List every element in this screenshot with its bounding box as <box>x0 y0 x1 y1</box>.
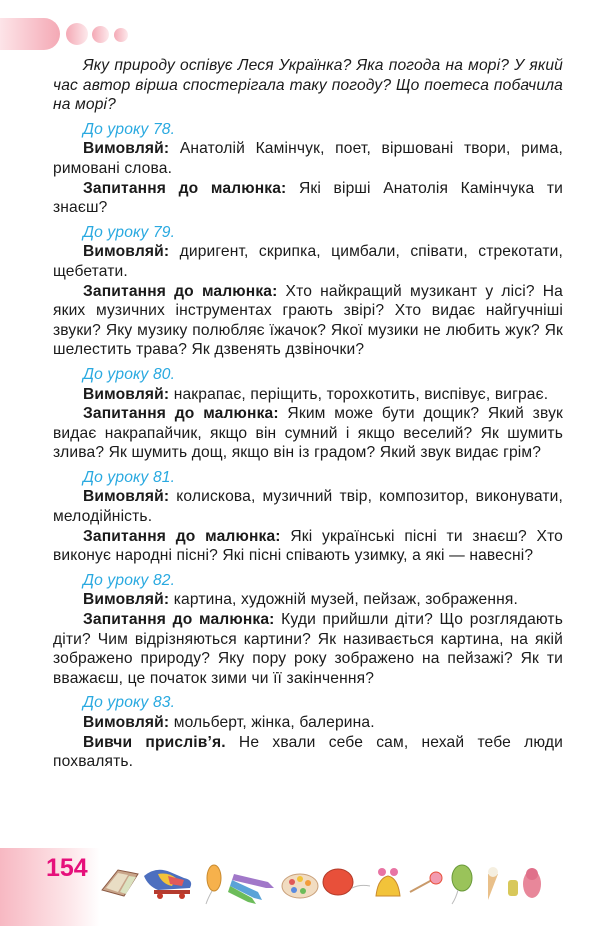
pencils-icon <box>228 874 274 904</box>
pronounce-text: Анатолій Камінчук, поет, віршовані твори, рима, римовані слова. <box>53 140 563 177</box>
proverb-paragraph <box>53 733 563 772</box>
picture-questions-paragraph <box>53 527 563 566</box>
pink-bar-decoration <box>0 18 60 50</box>
picture-questions-paragraph <box>53 282 563 360</box>
orange-balloon-icon <box>206 865 221 904</box>
pronounce-label: Вимовляй: <box>83 591 170 609</box>
footer-toy-strip <box>98 862 568 906</box>
picture-questions-paragraph <box>53 404 563 463</box>
pronounce-label: Вимовляй: <box>83 714 170 731</box>
pronounce-paragraph <box>53 139 563 178</box>
pronounce-text: накрапає, періщить, торохкотить, виспівує, виграє. <box>169 385 549 403</box>
picture-questions-text: Які українські пісні ти знаєш? Хто виконує народні пісні? Які пісні співають узимку, а які — навесні? <box>53 527 564 565</box>
lesson-heading: До уроку 79. <box>83 223 176 241</box>
intro-questions: Яку природу оспівує Леся Українка? Яка погода на морі? У який час автор вірша спостерігала таку погоду? Що поетеса побачила на морі? <box>53 57 563 114</box>
pronounce-text: колискова, музичний твір, композитор, виконувати, мелодійність. <box>53 488 563 526</box>
pronounce-paragraph <box>53 590 563 610</box>
header-decoration <box>0 18 140 52</box>
pronounce-paragraph <box>53 713 563 733</box>
picture-questions-text: Куди прийшли діти? Що розглядають діти? Чим відрізняються картини? Як називається картина, на якій зображено природу? Яку пору року зображено на пейзажі? Як ти вважаєш, це початок зими чи її закінчення? <box>53 611 563 687</box>
bell-icon <box>376 868 400 896</box>
pink-dot-decoration <box>114 28 128 42</box>
page-number: 154 <box>46 854 88 882</box>
pronounce-label: Вимовляй: <box>83 385 170 403</box>
pronounce-paragraph <box>53 385 563 405</box>
lesson-79 <box>53 223 563 360</box>
lesson-78 <box>53 120 563 218</box>
pronounce-label: Вимовляй: <box>83 243 170 261</box>
lesson-81 <box>53 468 563 566</box>
proverb-text: Не хвали себе сам, нехай тебе люди похвалять. <box>53 733 563 771</box>
green-balloon-icon <box>452 865 472 904</box>
book-icon <box>102 870 138 896</box>
proverb-label: Вивчи прислів’я. <box>83 733 226 751</box>
pronounce-label: Вимовляй: <box>83 488 170 506</box>
lesson-heading: До уроку 81. <box>83 468 176 486</box>
red-balloon-icon <box>323 869 370 895</box>
lesson-heading: До уроку 80. <box>83 365 176 383</box>
pink-dot-decoration <box>66 23 88 45</box>
picture-questions-paragraph <box>53 610 563 688</box>
picture-questions-label: Запитання до малюнка: <box>83 611 275 629</box>
lesson-heading: До уроку 78. <box>83 120 176 138</box>
rattle-icon <box>410 872 442 892</box>
pronounce-text: картина, художній музей, пейзаж, зображення. <box>169 591 518 609</box>
page-content <box>53 56 563 772</box>
ice-cream-icon <box>488 867 498 900</box>
picture-questions-label: Запитання до малюнка: <box>83 282 278 300</box>
picture-questions-label: Запитання до малюнка: <box>83 527 281 545</box>
pronounce-paragraph <box>53 487 563 526</box>
pronounce-text: диригент, скрипка, цимбали, співати, стрекотати, щебетати. <box>53 243 563 280</box>
lesson-82 <box>53 571 563 689</box>
picture-questions-paragraph <box>53 179 563 218</box>
lesson-80 <box>53 365 563 463</box>
lesson-heading: До уроку 83. <box>83 694 176 712</box>
lesson-heading: До уроку 82. <box>83 571 176 589</box>
picture-questions-label: Запитання до малюнка: <box>83 179 287 197</box>
picture-questions-text: Хто найкращий музикант у лісі? На яких музичних інструментах грають звірі? Хто видає найгучніші звуки? Яку музику полюбляє їжачок? Якої музики не любить жук? Як шелестить трава? Як дзвенять дзвіночки? <box>53 282 563 359</box>
roller-skate-icon <box>144 870 191 899</box>
pronounce-paragraph <box>53 242 563 281</box>
picture-questions-label: Запитання до малюнка: <box>83 405 279 423</box>
toy-figures-icon <box>508 868 541 898</box>
palette-icon <box>282 874 318 898</box>
picture-questions-text: Які вірші Анатолія Камінчука ти знаєш? <box>53 179 564 217</box>
pink-dot-decoration <box>92 26 109 43</box>
lesson-83 <box>53 693 563 771</box>
pronounce-label: Вимовляй: <box>83 140 170 158</box>
pronounce-text: мольберт, жінка, балерина. <box>169 714 375 731</box>
picture-questions-text: Яким може бути дощик? Який звук видає накрапайчик, якщо він сумний і якщо веселий? Як шумить злива? Як шумить дощ, якщо він із градом? Який звук видає грім? <box>53 405 563 462</box>
